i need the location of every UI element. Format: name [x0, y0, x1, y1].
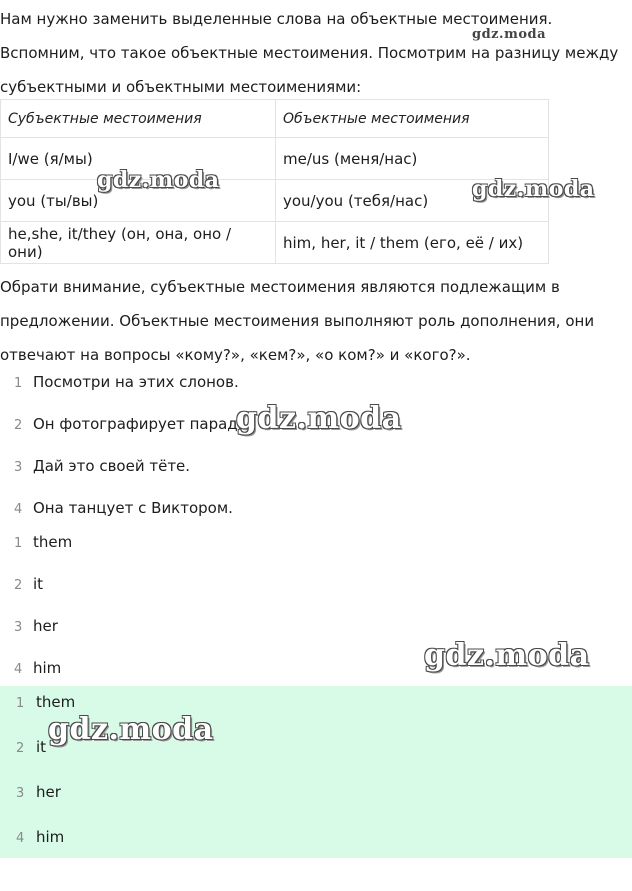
- item-text: them: [33, 533, 73, 551]
- item-number: 1: [14, 376, 23, 391]
- table-header-subject: Субъектные местоимения: [1, 100, 276, 138]
- item-text: it: [33, 575, 44, 593]
- item-text: him: [33, 659, 62, 677]
- table-cell: you (ты/вы): [1, 180, 276, 222]
- list-item: [0, 821, 632, 866]
- watermark: gdz.moda: [97, 167, 220, 193]
- watermark: gdz.moda: [472, 27, 547, 42]
- watermark: gdz.moda: [472, 176, 595, 202]
- watermark: gdz.moda: [48, 712, 214, 747]
- table-cell: me/us (меня/нас): [276, 138, 549, 180]
- table-header-object: Объектные местоимения: [276, 100, 549, 138]
- answer-list: [0, 524, 632, 692]
- item-text: him: [36, 828, 65, 846]
- item-text: Она танцует с Виктором.: [33, 499, 233, 517]
- list-item: [0, 608, 632, 650]
- item-number: 3: [16, 786, 25, 801]
- intro-line-3: субъектными и объектными местоимениями:: [0, 78, 362, 96]
- list-item: [0, 364, 632, 406]
- table-cell: he,she, it/they (он, она, оно / они): [1, 222, 276, 264]
- intro-line-2: Вспомним, что такое объектные местоимения. Посмотрим на разницу между: [0, 44, 619, 62]
- item-text: Он фотографирует парад.: [33, 415, 243, 433]
- item-number: 4: [14, 662, 23, 677]
- item-number: 2: [16, 741, 25, 756]
- table-cell: him, her, it / them (его, её / их): [276, 222, 549, 264]
- item-text: them: [36, 693, 76, 711]
- item-number: 1: [16, 696, 25, 711]
- list-item: [0, 524, 632, 566]
- item-text: Посмотри на этих слонов.: [33, 373, 239, 391]
- item-text: her: [33, 617, 58, 635]
- item-number: 2: [14, 418, 23, 433]
- sentence-list: [0, 364, 632, 532]
- list-item: [0, 776, 632, 821]
- final-answer-list: [0, 686, 632, 866]
- watermark: gdz.moda: [236, 401, 402, 436]
- item-number: 3: [14, 460, 23, 475]
- item-text: it: [36, 738, 47, 756]
- item-text: Дай это своей тёте.: [33, 457, 191, 475]
- item-text: her: [36, 783, 61, 801]
- item-number: 2: [14, 578, 23, 593]
- table-cell: I/we (я/мы): [1, 138, 276, 180]
- list-item: [0, 731, 632, 776]
- table-row: [1, 138, 549, 180]
- table-header-row: [1, 100, 549, 138]
- table-row: [1, 222, 549, 264]
- table-cell: you/you (тебя/нас): [276, 180, 549, 222]
- list-item: [0, 566, 632, 608]
- answer-box: [0, 686, 632, 858]
- note-line-2: предложении. Объектные местоимения выполняют роль дополнения, они: [0, 312, 595, 330]
- table-row: [1, 180, 549, 222]
- list-item: [0, 406, 632, 448]
- pronoun-table: [0, 99, 549, 264]
- intro-paragraph: [0, 2, 630, 104]
- note-line-1: Обрати внимание, субъектные местоимения являются подлежащим в: [0, 278, 560, 296]
- item-number: 4: [14, 502, 23, 517]
- item-number: 1: [14, 536, 23, 551]
- item-number: 3: [14, 620, 23, 635]
- list-item: [0, 448, 632, 490]
- item-number: 4: [16, 831, 25, 846]
- note-line-3: отвечают на вопросы «кому?», «кем?», «о ком?» и «кого?».: [0, 346, 471, 364]
- intro-line-1: Нам нужно заменить выделенные слова на объектные местоимения.: [0, 10, 553, 28]
- list-item: [0, 686, 632, 731]
- watermark: gdz.moda: [424, 638, 590, 673]
- note-paragraph: [0, 270, 630, 372]
